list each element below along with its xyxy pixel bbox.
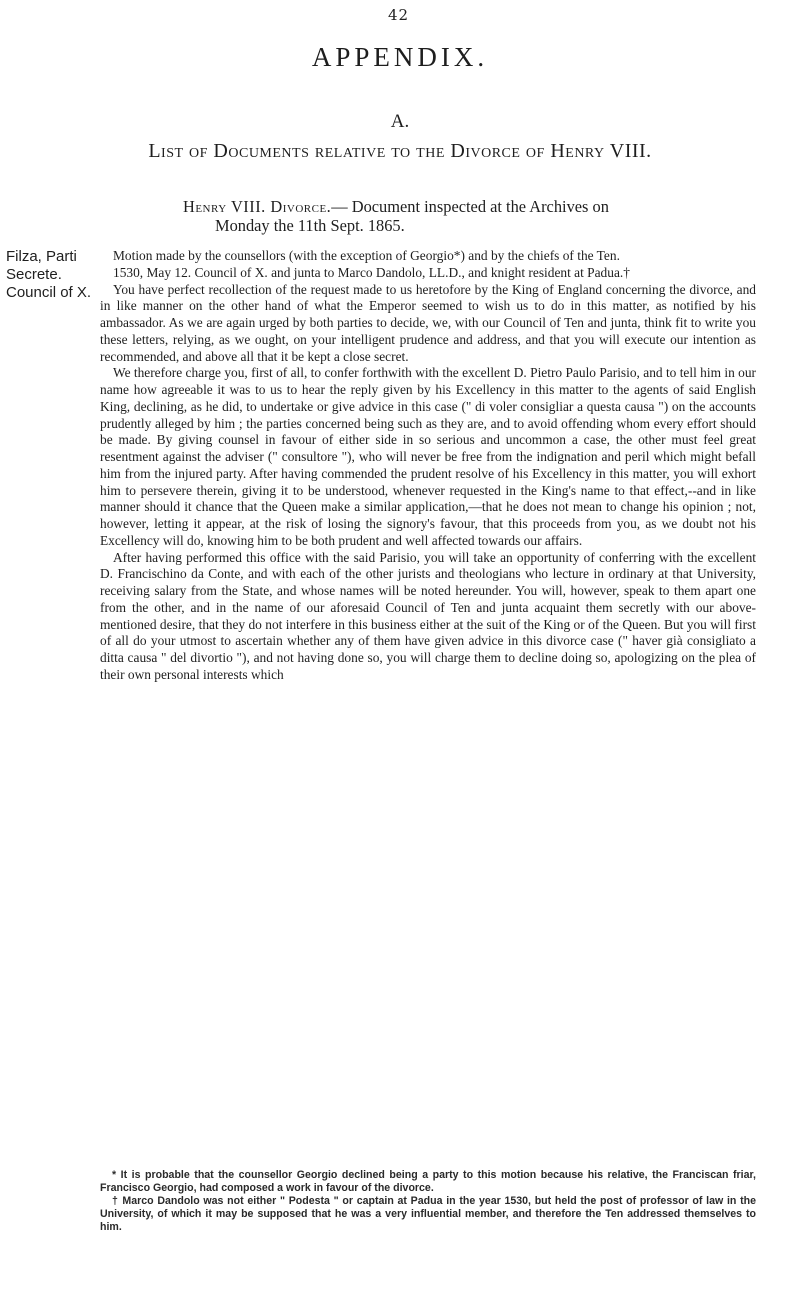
footnote: † Marco Dandolo was not either " Podesta " or captain at Padua in the year 1530, but held the post of professor of law in the University, of which it may be supposed that he was a very influential member, and therefore the Ten addressed themselves to him. — [100, 1194, 756, 1233]
footnote: * It is probable that the counsellor Georgio declined being a party to this motion because his relative, the Franciscan friar, Francisco Georgio, had composed a work in favour of the divorce. — [100, 1169, 756, 1194]
header-line-2: Monday the 11th Sept. 1865. — [215, 216, 405, 235]
margin-note-line: Secrete. — [6, 266, 62, 283]
margin-note-line: Filza, Parti — [6, 248, 77, 265]
paragraph-motion: Motion made by the counsellors (with the exception of Georgio*) and by the chiefs of the Ten. — [113, 248, 620, 263]
header-subject: Henry VIII. Divorce. — [183, 197, 332, 216]
paragraph: After having performed this office with the said Parisio, you will take an opportunity of conferring with the excellent D. Francischino da Conte, and with each of the other jurists and theologians who lecture in ordinary at that University, receiving salary from the State, and whose names will be noted hereunder. You will, however, speak to them apart one from the other, and in the name of our aforesaid Council of Ten and junta acquaint them secretly with our above-mentioned desire, that they do not interfere in this business either at the suit of the King or of the Queen. But you will first of all do your utmost to ascertain whether any of them have given advice in this divorce case (" haver già consigliato a ditta causa " del divortio "), and not having done so, you will charge them to decline doing so, apologizing on the plea of their own personal interests which — [100, 549, 756, 682]
header-line-1 — [183, 197, 753, 216]
paragraph-date-line: 1530, May 12. Council of X. and junta to Marco Dandolo, LL.D., and knight resident at Padua.† — [113, 264, 630, 280]
document-header — [183, 197, 753, 235]
body-text — [100, 248, 756, 684]
header-line-1-rest: — Document inspected at the Archives on — [331, 197, 609, 216]
list-title: List of Documents relative to the Divorce of Henry VIII. — [148, 140, 652, 162]
page-number: 42 — [388, 6, 410, 24]
paragraph: We therefore charge you, first of all, to confer forthwith with the excellent D. Pietro Paulo Parisio, and to tell him in our name how agreeable it was to us to hear the reply given by his Excellency in this matter to the agents of said English King, declining, as he did, to undertake or give advice in this case (" di voler consigliar a questa causa ") on the accounts prudently alleged by him ; the parties concerned being such as they are, and to avoid offending whom every effort should be made. By giving counsel in favour of either side in so serious and uncommon a case, the other must feel great resentment against the adviser (" consultore "), who will never be free from the indignation and peril which might befall him from the injured party. After having commended the prudent resolve of his Excellency in this matter, you will exhort him to persevere therein, giving it to be understood, whenever requested in the King's name to that effect,--and in like manner should it chance that the Queen make a similar application,—that he does not mean to change his opinion ; not, however, letting it appear, at the risk of losing the signory's favour, that this proceeds from you, as we doubt not his Excellency will do, knowing him to be both prudent and well affected towards our affairs. — [100, 365, 756, 548]
appendix-title: APPENDIX. — [311, 42, 489, 72]
margin-note-line: Council of X. — [6, 284, 92, 301]
section-letter: A. — [390, 111, 410, 132]
paragraph: You have perfect recollection of the request made to us heretofore by the King of England concerning the divorce, and in like manner on the other hand of what the Emperor seemed to wish us to do in this matter, as notified by his ambassador. As we are again urged by both parties to decide, we, with our Council of Ten and junta, think fit to write you these letters, relying, as we ought, on your intelligent prudence and address, and that you will execute our intention as recommended, and above all that it be kept a close secret. — [100, 281, 756, 364]
footnotes — [100, 1169, 756, 1234]
margin-note — [6, 248, 94, 302]
